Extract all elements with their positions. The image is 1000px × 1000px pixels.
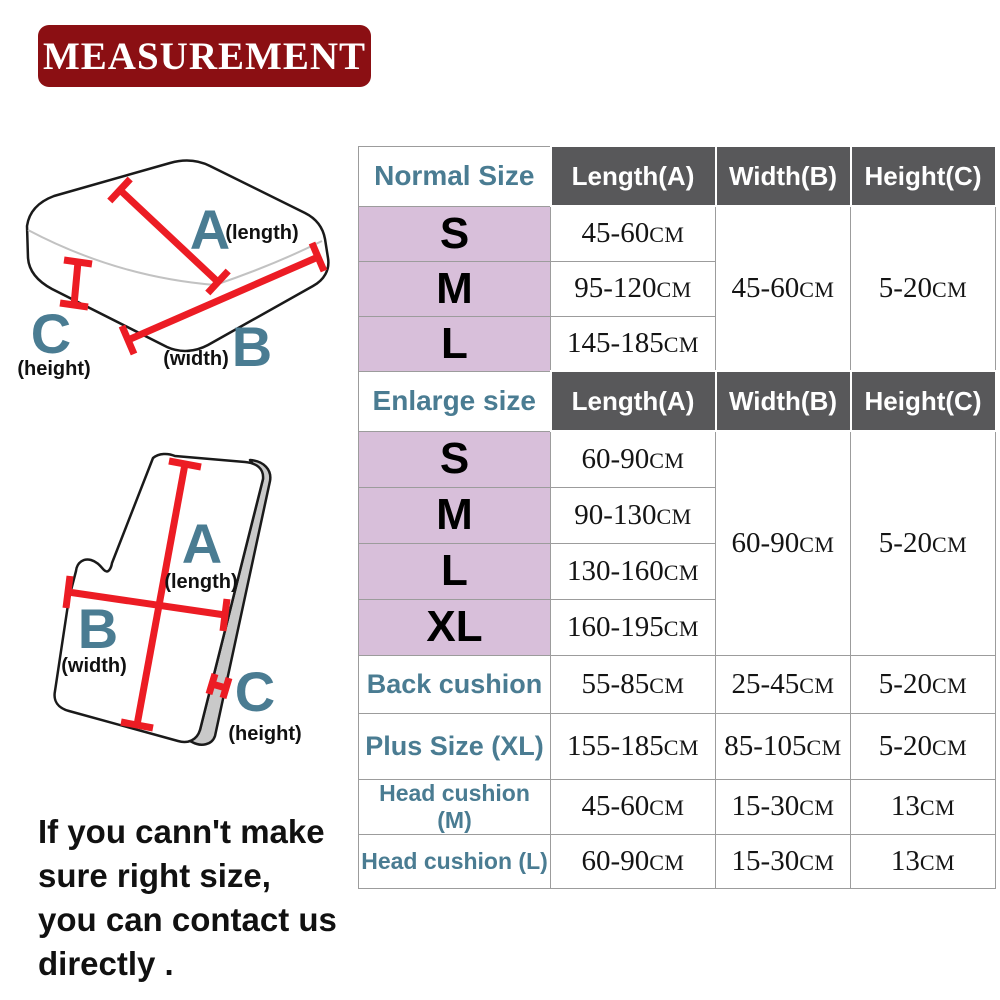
length-value: 145-185CM <box>551 316 716 371</box>
table-row <box>359 206 996 261</box>
seat-label-b: B <box>231 315 273 378</box>
length-value: 60-90CM <box>551 431 716 487</box>
page-title: MEASUREMENT <box>42 34 367 78</box>
table-row <box>359 713 996 779</box>
back-label-c: C <box>234 660 276 723</box>
back-label-a: A <box>181 512 223 575</box>
seat-cushion-diagram <box>12 142 357 397</box>
section-title-normal: Normal Size <box>359 146 551 206</box>
table-row <box>359 834 996 888</box>
length-value: 130-160CM <box>551 543 716 599</box>
column-header-length: Length(A) <box>551 371 716 431</box>
height-value-merged: 5-20CM <box>851 431 996 655</box>
seat-label-width: (width) <box>163 348 229 370</box>
back-label-b: B <box>77 597 119 660</box>
length-value: 90-130CM <box>551 487 716 543</box>
back-label-height: (height) <box>228 723 302 745</box>
length-value: 45-60CM <box>551 779 716 834</box>
length-value: 55-85CM <box>551 655 716 713</box>
column-header-height: Height(C) <box>851 146 996 206</box>
width-value-merged: 60-90CM <box>716 431 851 655</box>
seat-label-height: (height) <box>17 358 91 380</box>
size-cell: S <box>359 206 551 261</box>
width-value: 15-30CM <box>716 779 851 834</box>
note-line: sure right size, <box>38 857 271 894</box>
column-header-length: Length(A) <box>551 146 716 206</box>
row-label: Plus Size (XL) <box>359 713 551 779</box>
width-value-merged: 45-60CM <box>716 206 851 371</box>
row-label: Head cushion (M) <box>359 779 551 834</box>
contact-note <box>38 810 337 986</box>
column-header-width: Width(B) <box>716 146 851 206</box>
seat-label-a: A <box>189 198 231 261</box>
size-cell: M <box>359 487 551 543</box>
size-cell: L <box>359 543 551 599</box>
height-value-merged: 5-20CM <box>851 206 996 371</box>
back-label-width: (width) <box>61 655 127 677</box>
length-value: 160-195CM <box>551 599 716 655</box>
note-line: you can contact us <box>38 901 337 938</box>
height-value: 5-20CM <box>851 655 996 713</box>
size-cell: M <box>359 261 551 316</box>
length-value: 60-90CM <box>551 834 716 888</box>
note-line: If you cann't make <box>38 813 325 850</box>
table-row-header-normal <box>359 146 996 206</box>
length-value: 95-120CM <box>551 261 716 316</box>
row-label: Head cushion (L) <box>359 834 551 888</box>
width-value: 85-105CM <box>716 713 851 779</box>
length-value: 155-185CM <box>551 713 716 779</box>
height-value: 13CM <box>851 834 996 888</box>
back-label-length: (length) <box>164 571 238 593</box>
width-value: 25-45CM <box>716 655 851 713</box>
seat-label-length: (length) <box>225 222 299 244</box>
note-line: directly . <box>38 945 174 982</box>
title-banner <box>38 25 371 87</box>
row-label: Back cushion <box>359 655 551 713</box>
table-row <box>359 779 996 834</box>
size-cell: XL <box>359 599 551 655</box>
size-cell: S <box>359 431 551 487</box>
height-value: 5-20CM <box>851 713 996 779</box>
column-header-height: Height(C) <box>851 371 996 431</box>
section-title-enlarge: Enlarge size <box>359 371 551 431</box>
seat-label-c: C <box>30 302 72 365</box>
back-cushion-diagram <box>40 432 340 787</box>
table-row-header-enlarge <box>359 371 996 431</box>
length-value: 45-60CM <box>551 206 716 261</box>
height-value: 13CM <box>851 779 996 834</box>
table-row <box>359 655 996 713</box>
column-header-width: Width(B) <box>716 371 851 431</box>
table-row <box>359 431 996 487</box>
size-table <box>358 145 997 889</box>
width-value: 15-30CM <box>716 834 851 888</box>
size-cell: L <box>359 316 551 371</box>
seat-cushion-outline <box>27 161 328 351</box>
